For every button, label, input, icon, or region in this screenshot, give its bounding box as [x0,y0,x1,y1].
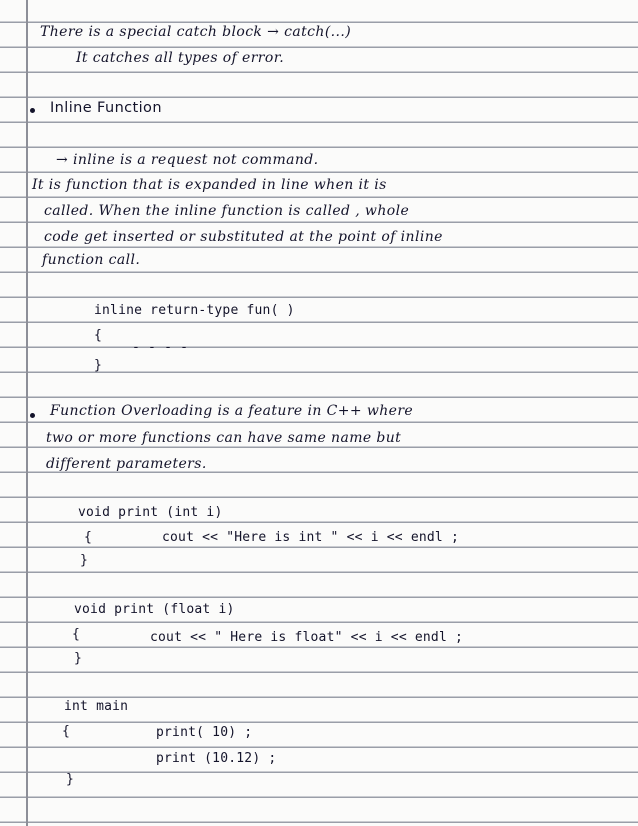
inline-heading: Inline Function [50,100,162,116]
inline-para-line-4: code get inserted or substituted at the point of inline [44,229,443,245]
inline-syntax-line: inline return-type fun( ) [94,303,295,318]
code-line-8: } [74,651,83,666]
code-line-9: int main [64,699,129,714]
code-line-3: cout << "Here is int " << i << endl ; [162,530,459,545]
code-line-13: } [66,772,75,787]
overloading-line-3: different parameters. [46,456,207,472]
catch-all-line-1: There is a special catch block → catch(...) [40,24,352,40]
code-line-2: { [84,530,93,545]
code-line-1: void print (int i) [78,505,223,520]
overloading-line-2: two or more functions can have same name but [46,430,402,446]
bullet-icon [30,413,35,418]
code-line-11: print( 10) ; [156,725,253,740]
inline-para-line-1: → inline is a request not command. [56,152,319,168]
overloading-line-1: Function Overloading is a feature in C++ where [50,403,414,419]
code-line-7: cout << " Here is float" << i << endl ; [150,630,464,645]
catch-all-line-2: It catches all types of error. [76,50,285,66]
code-line-10: { [62,724,71,739]
code-line-5: void print (float i) [74,602,235,617]
margin-line [26,0,28,826]
code-line-12: print (10.12) ; [156,751,277,766]
inline-para-line-5: function call. [42,252,141,268]
inline-para-line-2: It is function that is expanded in line when it is [32,177,387,193]
code-line-6: { [72,627,81,642]
inline-syntax-open-brace: { [94,328,103,343]
inline-syntax-close-brace: } [94,358,103,373]
bullet-icon [30,108,35,113]
inline-syntax-body: - - - - [132,340,189,355]
inline-para-line-3: called. When the inline function is called , whole [44,203,410,219]
code-line-4: } [80,553,89,568]
